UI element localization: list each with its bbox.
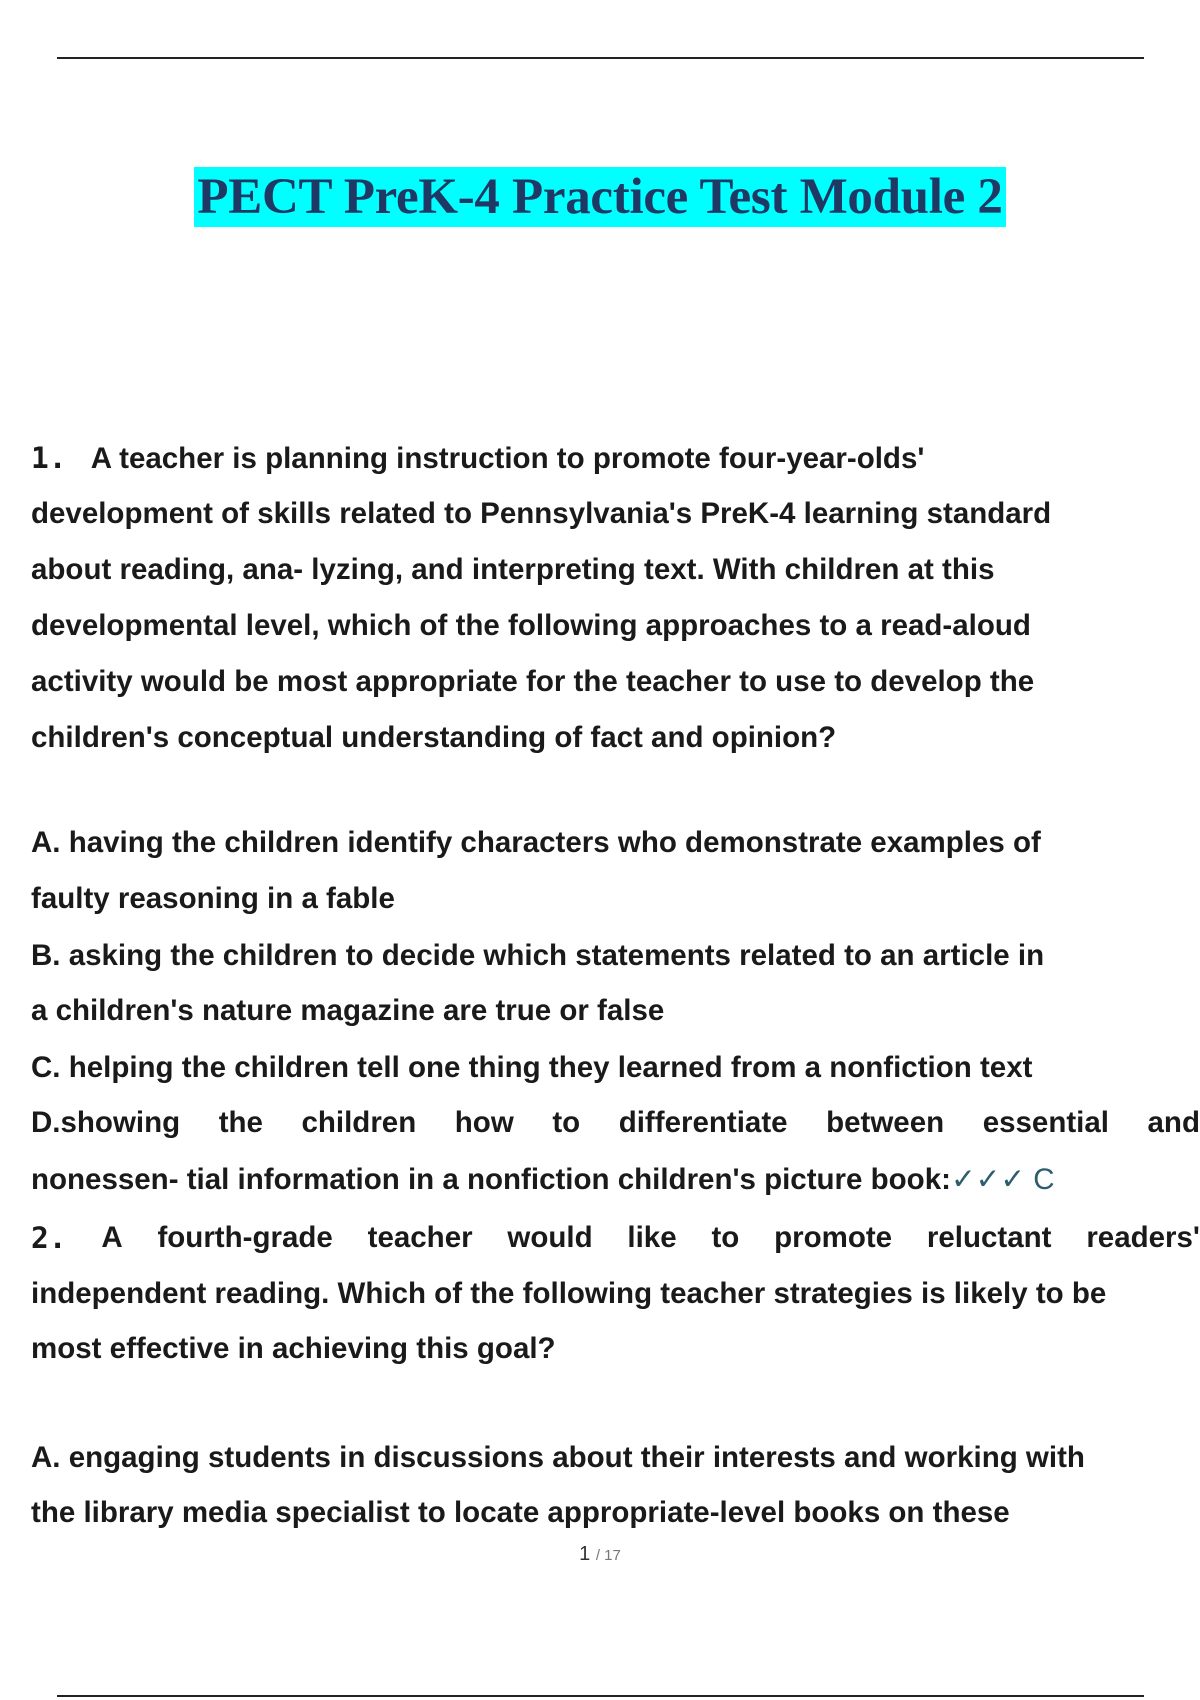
q2-w1: A	[101, 1221, 123, 1254]
option-d-w7: between	[826, 1106, 945, 1139]
question-1-stem-line: activity would be most appropriate for the teacher to use to develop the	[31, 665, 1035, 698]
question-1	[31, 430, 1200, 1600]
question-1-option-d	[31, 1095, 1200, 1151]
document-title: PECT PreK-4 Practice Test Module 2	[194, 167, 1005, 227]
question-1-stem-line: developmental level, which of the following approaches to a read-aloud	[31, 609, 1031, 642]
option-d-w2: the	[218, 1106, 263, 1139]
option-d-w8: essential	[982, 1106, 1109, 1139]
option-d-w3: children	[301, 1106, 417, 1139]
option-d-w6: differentiate	[618, 1106, 788, 1139]
question-1-option-d-text: nonessen- tial information in a nonfiction children's picture book:	[31, 1163, 951, 1196]
question-1-stem-line: development of skills related to Pennsylvania's PreK-4 learning standard	[31, 497, 1052, 530]
title-wrap	[0, 167, 1200, 227]
question-2-number: 2.	[31, 1221, 67, 1255]
question-1-stem-line: A teacher is planning instruction to promote four-year-olds'	[90, 442, 925, 475]
question-1-option-c: C. helping the children tell one thing they learned from a nonfiction text	[31, 1051, 1033, 1084]
option-d-w4: how	[454, 1106, 514, 1139]
q2-w2: fourth-grade	[157, 1221, 333, 1254]
question-1-line-1	[31, 430, 924, 486]
question-1-option-a-cont: faulty reasoning in a fable	[31, 882, 395, 915]
option-d-w5: to	[552, 1106, 581, 1139]
q2-w5: like	[627, 1221, 677, 1254]
q2-w3: teacher	[367, 1221, 473, 1254]
question-1-option-d-cont	[31, 1151, 1055, 1207]
option-d-w9: and	[1147, 1106, 1200, 1139]
bottom-rule	[57, 1695, 1144, 1697]
page-total: / 17	[595, 1547, 621, 1564]
q2-w9: readers'	[1086, 1221, 1200, 1254]
question-1-option-b: B. asking the children to decide which statements related to an article in	[31, 939, 1045, 972]
question-1-option-a: A. having the children identify characters who demonstrate examples of	[31, 826, 1041, 859]
correct-answer-letter: C	[1033, 1163, 1055, 1196]
question-1-stem-line: children's conceptual understanding of fact and opinion?	[31, 721, 837, 754]
question-1-number: 1.	[31, 441, 67, 475]
question-2-stem-line: most effective in achieving this goal?	[31, 1332, 556, 1365]
question-1-option-b-cont: a children's nature magazine are true or false	[31, 994, 665, 1027]
correct-answer-check-icon: ✓✓✓	[950, 1162, 1026, 1196]
question-2-line-1	[31, 1210, 1200, 1266]
question-1-stem-line: about reading, ana- lyzing, and interpreting text. With children at this	[31, 553, 995, 586]
question-2-option-a: A. engaging students in discussions about their interests and working with	[31, 1441, 1085, 1474]
q2-w7: promote	[774, 1221, 893, 1254]
q2-w6: to	[711, 1221, 740, 1254]
q2-w8: reluctant	[926, 1221, 1052, 1254]
question-2-option-a-cont: the library media specialist to locate appropriate-level books on these	[31, 1496, 1010, 1529]
page-indicator	[0, 1543, 1200, 1566]
top-rule	[57, 57, 1144, 59]
option-d-w1: D.showing	[31, 1106, 181, 1139]
q2-w4: would	[507, 1221, 593, 1254]
page-current: 1	[579, 1543, 591, 1565]
question-2-stem-line: independent reading. Which of the following teacher strategies is likely to be	[31, 1277, 1107, 1310]
